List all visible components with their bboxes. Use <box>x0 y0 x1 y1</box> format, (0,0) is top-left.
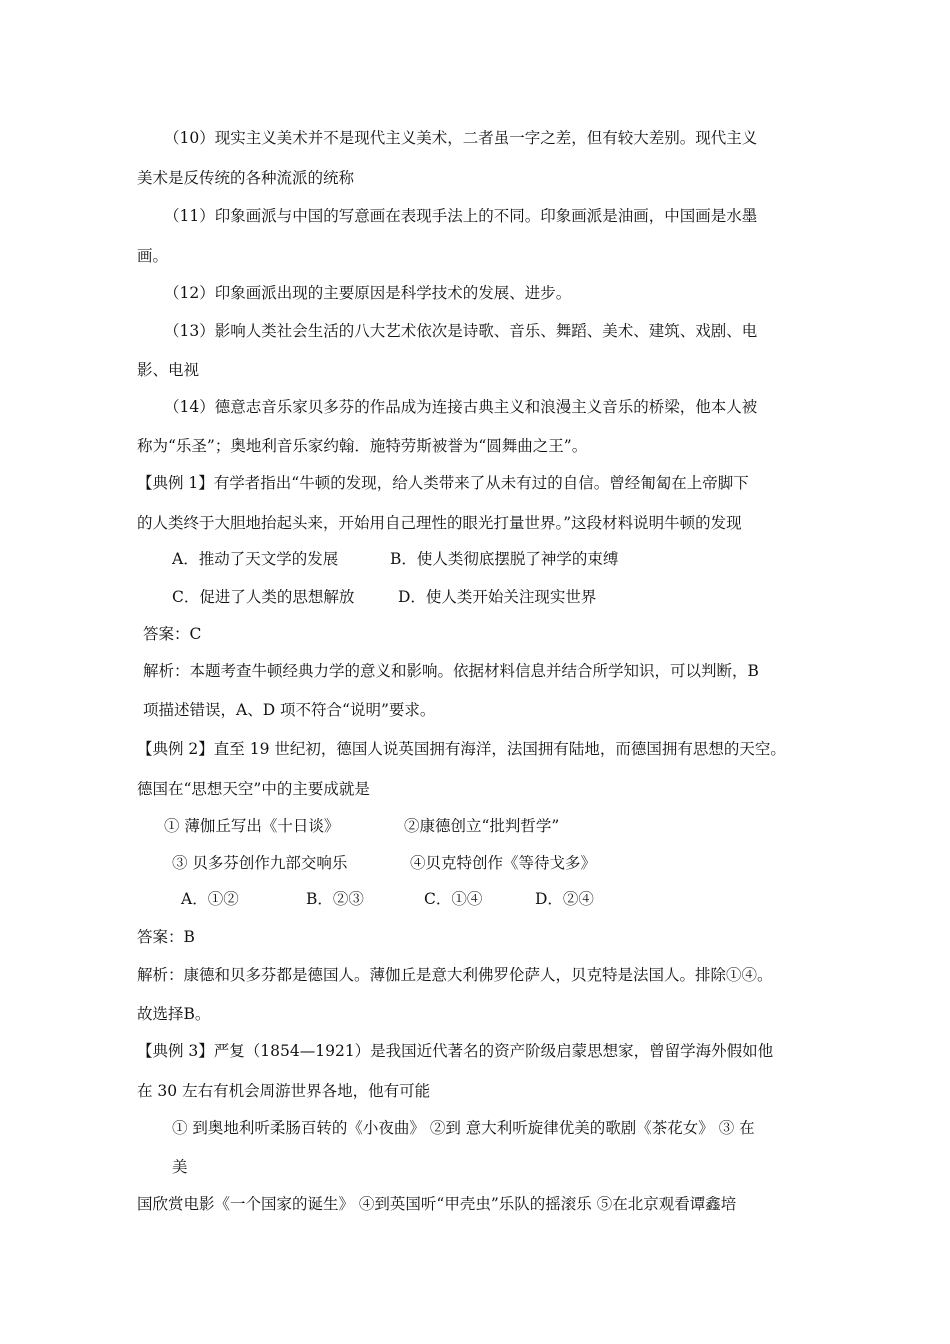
example-1-option-a: A．推动了天文学的发展 <box>172 550 339 568</box>
example-1-question-line-1: 【典例 1】有学者指出“牛顿的发现，给人类带来了从未有过的自信。曾经匍匐在上帝脚下 <box>137 474 749 492</box>
point-14-line-2: 称为“乐圣”；奥地利音乐家约翰．施特劳斯被誉为“圆舞曲之王”。 <box>137 437 588 455</box>
example-1-analysis-line-1: 解析：本题考查牛顿经典力学的意义和影响。依据材料信息并结合所学知识，可以判断，B <box>143 662 759 680</box>
example-1-answer: 答案：C <box>143 625 202 643</box>
point-10-line-1: （10）现实主义美术并不是现代主义美术，二者虽一字之差，但有较大差别。现代主义 <box>164 129 758 147</box>
example-2-statement-1: ① 薄伽丘写出《十日谈》 <box>164 817 340 835</box>
example-1-option-d: D．使人类开始关注现实世界 <box>398 588 597 606</box>
example-1-option-c: C．促进了人类的思想解放 <box>172 588 355 606</box>
example-2-option-b: B．②③ <box>306 890 364 908</box>
point-11-line-1: （11）印象画派与中国的写意画在表现手法上的不同。印象画派是油画，中国画是水墨 <box>164 207 758 225</box>
example-1-option-b: B．使人类彻底摆脱了神学的束缚 <box>390 550 619 568</box>
example-2-question-line-2: 德国在“思想天空”中的主要成就是 <box>137 780 370 798</box>
point-11-line-2: 画。 <box>137 247 169 265</box>
example-2-statement-2: ②康德创立“批判哲学” <box>404 817 560 835</box>
example-2-option-c: C．①④ <box>424 890 483 908</box>
point-13-line-1: （13）影响人类社会生活的八大艺术依次是诗歌、音乐、舞蹈、美术、建筑、戏剧、电 <box>164 322 758 340</box>
point-12: （12）印象画派出现的主要原因是科学技术的发展、进步。 <box>164 284 572 302</box>
example-3-question-line-2: 在 30 左右有机会周游世界各地，他有可能 <box>137 1082 431 1100</box>
example-3-question-line-1: 【典例 3】严复（1854—1921）是我国近代著名的资产阶级启蒙思想家，曾留学海外假如他 <box>137 1042 774 1060</box>
example-2-analysis-line-2: 故选择B。 <box>137 1005 211 1023</box>
example-2-option-a: A．①② <box>181 890 239 908</box>
example-2-statement-3: ③ 贝多芬创作九部交响乐 <box>172 854 348 872</box>
example-3-statement-line-2: 国欣赏电影《一个国家的诞生》 ④到英国听“甲壳虫”乐队的摇滚乐 ⑤在北京观看谭鑫培 <box>137 1195 737 1213</box>
example-3-statement-line-1-wrap: 美 <box>172 1158 188 1176</box>
example-2-statement-4: ④贝克特创作《等待戈多》 <box>410 854 597 872</box>
example-3-statement-line-1: ① 到奥地利听柔肠百转的《小夜曲》 ②到 意大利听旋律优美的歌剧《茶花女》 ③ 在 <box>172 1119 755 1137</box>
point-14-line-1: （14）德意志音乐家贝多芬的作品成为连接古典主义和浪漫主义音乐的桥梁，他本人被 <box>164 398 758 416</box>
point-10-line-2: 美术是反传统的各种流派的统称 <box>137 169 355 187</box>
example-1-analysis-line-2: 项描述错误，A、D 项不符合“说明”要求。 <box>143 701 436 719</box>
example-1-question-line-2: 的人类终于大胆地抬起头来，开始用自己理性的眼光打量世界。”这段材料说明牛顿的发现 <box>137 514 742 532</box>
example-2-option-d: D．②④ <box>535 890 594 908</box>
point-13-line-2: 影、电视 <box>137 361 200 379</box>
example-2-analysis-line-1: 解析：康德和贝多芬都是德国人。薄伽丘是意大利佛罗伦萨人，贝克特是法国人。排除①④。 <box>137 966 773 984</box>
example-2-answer: 答案：B <box>137 928 195 946</box>
example-2-question-line-1: 【典例 2】直至 19 世纪初，德国人说英国拥有海洋，法国拥有陆地，而德国拥有思想的天空。 <box>137 740 786 758</box>
